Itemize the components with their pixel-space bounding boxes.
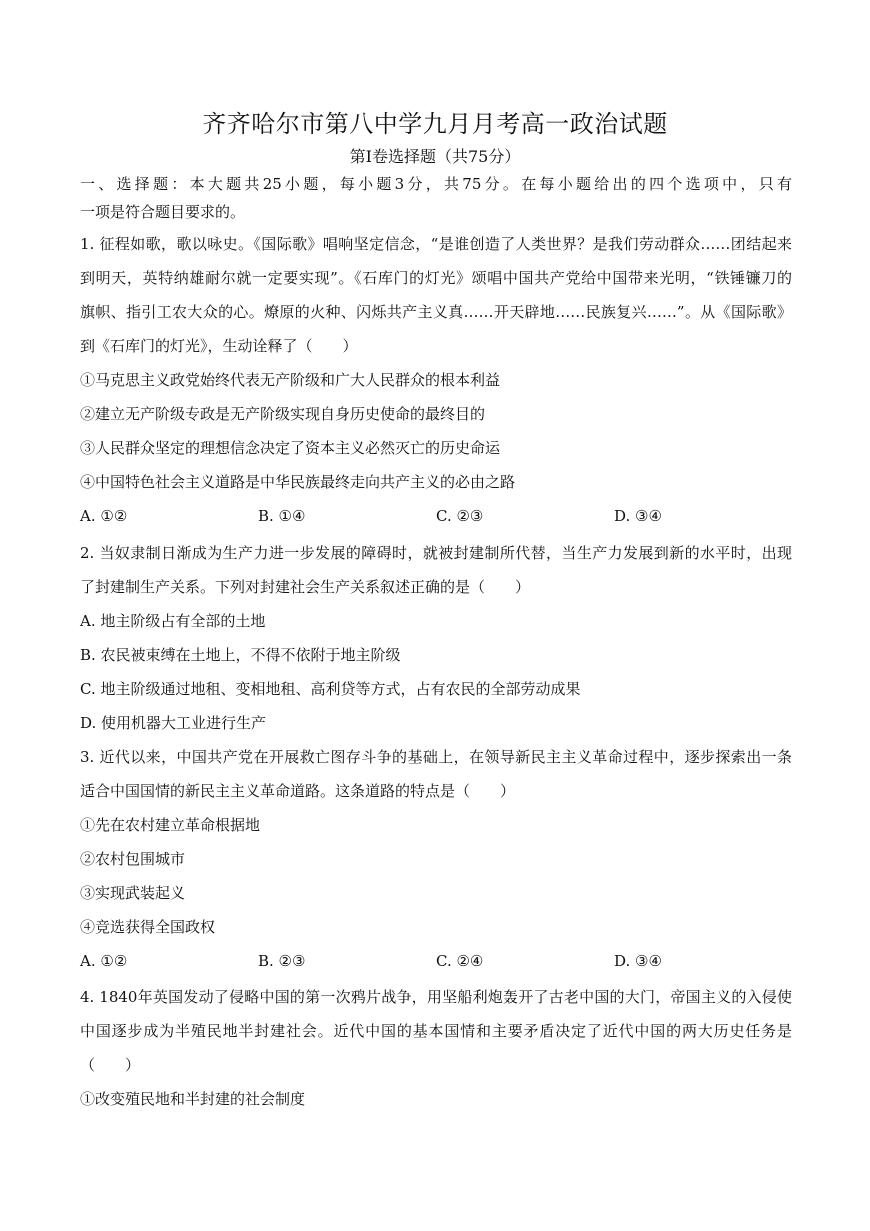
question-1-stem: 1. 征程如歌，歌以咏史。《国际歌》唱响坚定信念，“是谁创造了人类世界？是我们劳动群众……团结起来 [80,235,792,253]
question-2-choice-a[interactable]: A. 地主阶级占有全部的土地 [80,612,266,630]
question-2-choice-c[interactable]: C. 地主阶级通过地租、变相地租、高利贷等方式，占有农民的全部劳动成果 [80,680,581,698]
option-a[interactable]: A. ①② [80,507,128,525]
section-instruction-line: 一、选择题：本大题共25小题，每小题3分，共75分。在每小题给出的四个选项中，只有 [80,175,792,193]
option-c[interactable]: C. ②④ [436,952,484,970]
question-3-statement: ①先在农村建立革命根据地 [80,816,261,834]
question-3-options [80,952,792,974]
option-a[interactable]: A. ①② [80,952,128,970]
question-1-statement: ①马克思主义政党始终代表无产阶级和广大人民群众的根本利益 [80,371,501,389]
question-3-statement: ②农村包围城市 [80,850,186,868]
question-1-options [80,507,792,529]
question-3-stem: 适合中国国情的新民主主义革命道路。这条道路的特点是（ ） [80,782,516,800]
question-2-choice-b[interactable]: B. 农民被束缚在土地上，不得不依附于地主阶级 [80,646,401,664]
section-instruction-line: 一项是符合题目要求的。 [80,203,246,221]
option-b[interactable]: B. ①④ [258,507,306,525]
section-subtitle: 第Ⅰ卷选择题（共75分） [349,147,521,166]
question-1-stem: 到明天，英特纳雄耐尔就一定要实现”。《石库门的灯光》颂唱中国共产党给中国带来光明，“铁锤镰刀的 [80,269,792,287]
question-1-statement: ②建立无产阶级专政是无产阶级实现自身历史使命的最终目的 [80,405,486,423]
option-c[interactable]: C. ②③ [436,507,484,525]
question-2-stem: 了封建制生产关系。下列对封建社会生产关系叙述正确的是（ ） [80,578,531,596]
option-d[interactable]: D. ③④ [614,952,662,970]
page-title: 齐齐哈尔市第八中学九月月考高一政治试题 [202,110,668,138]
question-1-stem: 到《石库门的灯光》，生动诠释了（ ） [80,337,358,355]
option-d[interactable]: D. ③④ [614,507,662,525]
question-2-stem: 2. 当奴隶制日渐成为生产力进一步发展的障碍时，就被封建制所代替，当生产力发展到新的水平时，出现 [80,544,792,562]
question-2-choice-d[interactable]: D. 使用机器大工业进行生产 [80,714,267,732]
question-3-stem: 3. 近代以来，中国共产党在开展救亡图存斗争的基础上，在领导新民主主义革命过程中，逐步探索出一条 [80,748,792,766]
question-4-stem: 4. 1840年英国发动了侵略中国的第一次鸦片战争，用坚船利炮轰开了古老中国的大门，帝国主义的入侵使 [80,988,792,1006]
question-1-stem: 旗帜、指引工农大众的心。燎原的火种、闪烁共产主义真……开天辟地……民族复兴……”。从《国际歌》 [80,303,792,321]
question-3-statement: ④竞选获得全国政权 [80,918,216,936]
question-4-statement: ①改变殖民地和半封建的社会制度 [80,1090,306,1108]
question-3-statement: ③实现武装起义 [80,884,186,902]
option-b[interactable]: B. ②③ [258,952,306,970]
question-1-statement: ③人民群众坚定的理想信念决定了资本主义必然灭亡的历史命运 [80,439,501,457]
question-1-statement: ④中国特色社会主义道路是中华民族最终走向共产主义的必由之路 [80,473,516,491]
question-4-stem: （ ） [80,1056,141,1074]
question-4-stem: 中国逐步成为半殖民地半封建社会。近代中国的基本国情和主要矛盾决定了近代中国的两大历史任务是 [80,1022,792,1040]
